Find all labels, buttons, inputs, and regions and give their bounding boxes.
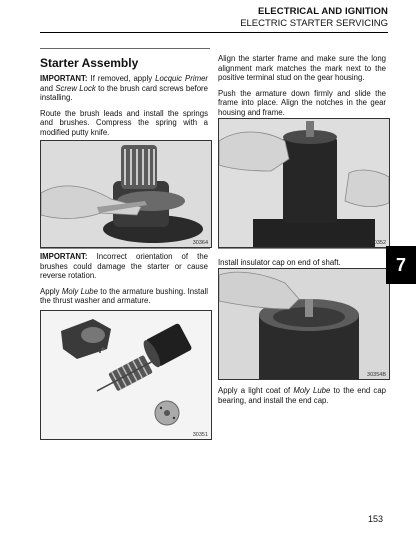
exploded-parts-illustration [41,311,211,439]
left-column [40,74,208,144]
text-run: Apply [40,286,62,296]
moly-lube-instruction [40,287,208,306]
important-label: IMPORTANT: [40,252,88,261]
section-title: ELECTRICAL AND IGNITION [257,6,388,17]
end-cap-instruction [218,386,386,405]
figure-insulator-cap [218,268,390,380]
armature-frame-illustration [219,119,389,247]
divider [40,248,210,249]
chapter-tab: 7 [386,246,416,284]
text-run: Apply a light coat of [218,386,294,395]
figure-number: 30354B [367,372,386,378]
text-run: and [40,83,56,93]
product-name: Moly Lube [61,286,98,296]
route-instruction: Route the brush leads and install the springs and brushes. Compress the spring with a modified putty knife. [40,108,208,137]
text-run: to the end cap bearing, and install the end cap. [218,386,386,405]
subsection-title: ELECTRIC STARTER SERVICING [240,18,388,29]
figure-number: 30351 [192,432,208,438]
figure-brush-installation [40,140,212,248]
product-name: Screw Lock [55,83,96,93]
text-run: If removed, apply [87,74,156,83]
figure-exploded-parts [40,310,212,440]
divider [218,248,388,249]
align-instruction: Align the starter frame and make sure the long alignment mark matches the mark next to the positive terminal stud on the gear housing. [218,54,386,83]
important-note-2 [40,252,208,281]
figure-number: 30352 [370,240,386,246]
right-column [218,54,386,124]
right-column-lower [218,386,386,411]
left-column-lower [40,252,208,312]
page-header [40,6,388,33]
push-instruction: Push the armature down firmly and slide the frame into place. Align the notches in the gear housing and frame. [218,88,386,117]
figure-armature-frame [218,118,390,248]
heading-rule [40,48,210,49]
header-rule [40,32,388,33]
brush-installation-illustration [41,141,211,247]
text-run: to the armature bushing. Install the thrust washer and armature. [40,286,209,306]
product-name: Locquic Primer [155,74,209,83]
page-number: 153 [368,514,384,524]
figure-number: 30364 [192,240,208,246]
insulator-cap-instruction: Install insulator cap on end of shaft. [218,258,341,267]
text-run: Incorrect orientation of the brushes could damage the starter or cause reverse rotation. [40,252,208,281]
insulator-cap-illustration [219,269,389,379]
important-label: IMPORTANT: [40,74,88,83]
text-run: to the brush card screws before installing. [40,83,208,103]
important-note-1 [40,74,208,103]
section-heading: Starter Assembly [40,56,139,70]
product-name: Moly Lube [293,386,331,395]
